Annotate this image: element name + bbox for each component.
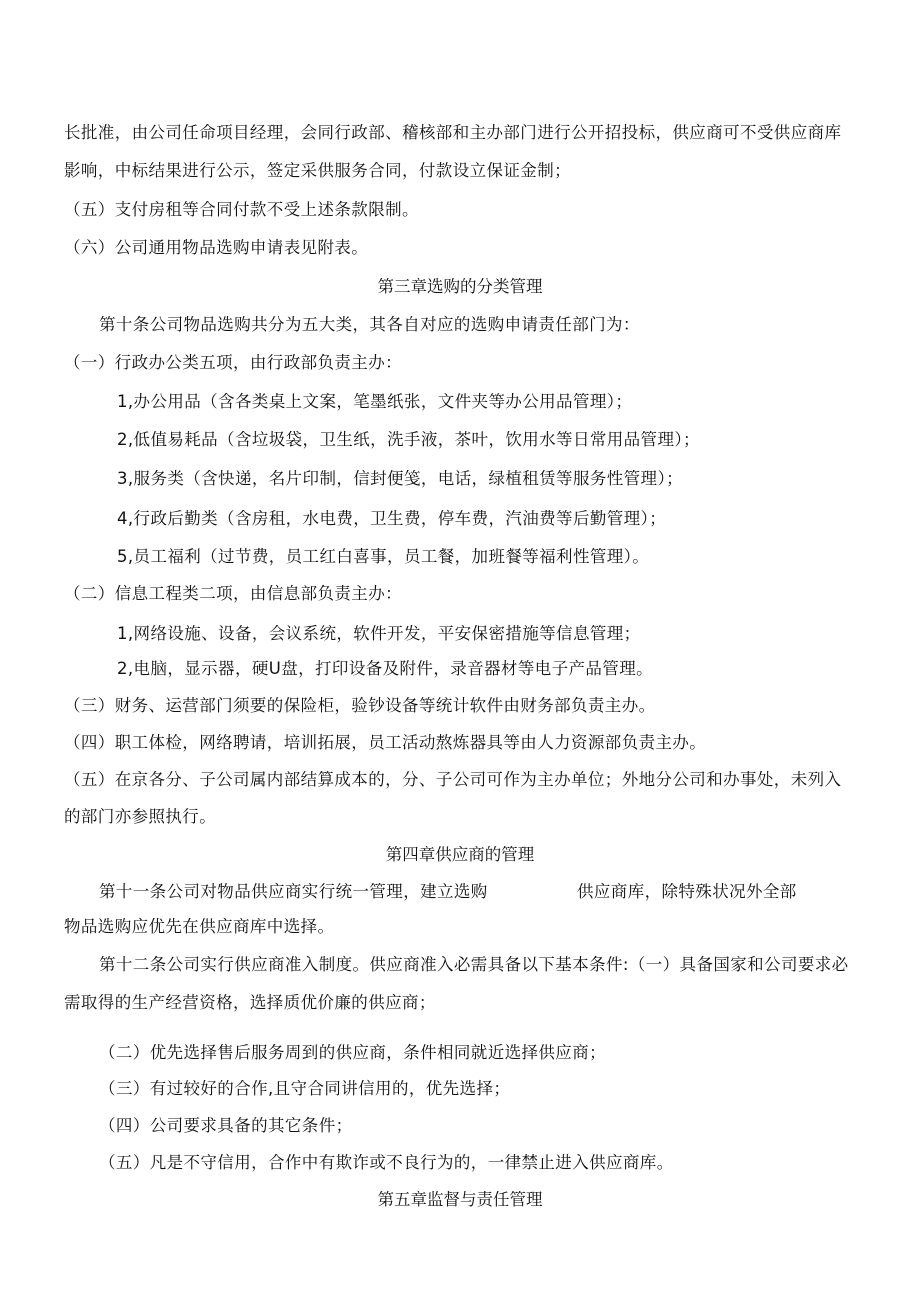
text-line: （二）信息工程类二项，由信息部负责主办：	[64, 584, 402, 603]
text-line: （二）优先选择售后服务周到的供应商，条件相同就近选择供应商；	[99, 1043, 606, 1062]
chapter-heading: 第三章选购的分类管理	[377, 277, 543, 296]
list-item: 4,行政后勤类（含房租，水电费，卫生费，停车费，汽油费等后勤管理）；	[117, 509, 667, 528]
text-line: 第十二条公司实行供应商准入制度。供应商准入必需具备以下基本条件:（一）具备国家和公司要求必	[99, 955, 849, 974]
text-line: 长批准，由公司任命项目经理，会同行政部、稽核部和主办部门进行公开招投标，供应商可不受供应商库	[64, 123, 842, 142]
text-line: 需取得的生产经营资格，选择质优价廉的供应商；	[64, 993, 436, 1012]
text-line: （三）财务、运营部门须要的保险柜，验钞设备等统计软件由财务部负责主办。	[64, 696, 656, 715]
text-line: 供应商库，除特殊状况外全部	[577, 882, 797, 901]
text-line: （五）凡是不守信用，合作中有欺诈或不良行为的，一律禁止进入供应商库。	[99, 1153, 674, 1172]
text-line: （一）行政办公类五项，由行政部负责主办：	[64, 353, 402, 372]
text-line: （三）有过较好的合作,且守合同讲信用的，优先选择；	[99, 1079, 511, 1098]
text-line: （四）公司要求具备的其它条件；	[99, 1116, 353, 1135]
list-item: 1,网络设施、设备，会议系统，软件开发，平安保密措施等信息管理；	[117, 624, 641, 643]
chapter-heading: 第四章供应商的管理	[385, 845, 535, 864]
list-item: 2,电脑，显示器，硬U盘，打印设备及附件，录音器材等电子产品管理。	[117, 659, 654, 678]
text-line: 影响，中标结果进行公示，签定采供服务合同，付款设立保证金制；	[64, 161, 571, 180]
text-line: （五）支付房租等合同付款不受上述条款限制。	[64, 200, 419, 219]
text-line: （六）公司通用物品选购申请表见附表。	[64, 238, 369, 257]
text-line: 第十一条公司对物品供应商实行统一管理，建立选购	[99, 882, 488, 901]
text-line: （四）职工体检，网络聘请，培训拓展，员工活动熬炼器具等由人力资源部负责主办。	[64, 733, 707, 752]
text-line: （五）在京各分、子公司属内部结算成本的，分、子公司可作为主办单位；外地分公司和办事处，未列入	[64, 770, 842, 789]
text-line: 第十条公司物品选购共分为五大类，其各自对应的选购申请责任部门为：	[99, 315, 640, 334]
list-item: 3,服务类（含快递，名片印制，信封便笺，电话，绿植租赁等服务性管理）；	[117, 469, 683, 488]
list-item: 2,低值易耗品（含垃圾袋，卫生纸，洗手液，茶叶，饮用水等日常用品管理）；	[117, 430, 700, 449]
text-line: 物品选购应优先在供应商库中选择。	[64, 917, 335, 936]
list-item: 1,办公用品（含各类桌上文案，笔墨纸张，文件夹等办公用品管理）；	[117, 392, 633, 411]
chapter-heading: 第五章监督与责任管理	[377, 1190, 543, 1209]
list-item: 5,员工福利（过节费，员工红白喜事，员工餐，加班餐等福利性管理）。	[117, 547, 650, 566]
text-line: 的部门亦参照执行。	[64, 807, 217, 826]
